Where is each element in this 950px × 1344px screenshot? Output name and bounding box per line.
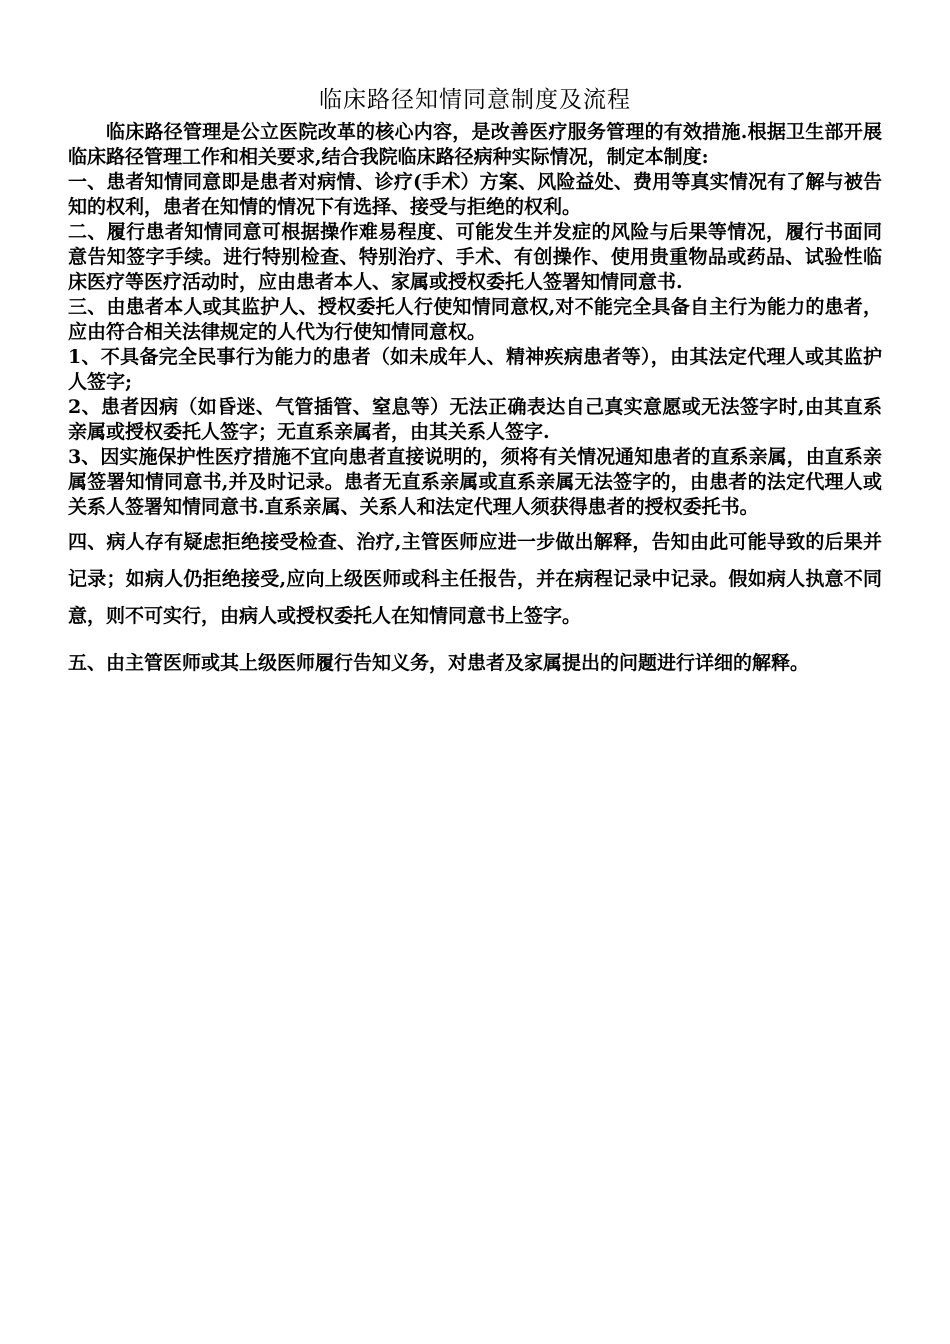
section-3-item-3: 3、因实施保护性医疗措施不宜向患者直接说明的，须将有关情况通知患者的直系亲属，由直系亲属签署知情同意书,并及时记录。患者无直系亲属或直系亲属无法签字的，由患者的法定代理人或关系人签署知情同意书.直系亲属、关系人和法定代理人须获得患者的授权委托书。 [68,446,882,518]
section-2-paragraph: 二、履行患者知情同意可根据操作难易程度、可能发生并发症的风险与后果等情况，履行书面同意告知签字手续。进行特别检查、特别治疗、手术、有创操作、使用贵重物品或药品、试验性临床医疗等医疗活动时，应由患者本人、家属或授权委托人签署知情同意书. [68,221,882,293]
section-3-item-2: 2、患者因病（如昏迷、气管插管、窒息等）无法正确表达自己真实意愿或无法签字时,由其直系亲属或授权委托人签字；无直系亲属者，由其关系人签字. [68,396,882,443]
document-title: 临床路径知情同意制度及流程 [319,87,631,113]
document-page [68,84,882,682]
section-3-paragraph: 三、由患者本人或其监护人、授权委托人行使知情同意权,对不能完全具备自主行为能力的患者，应由符合相关法律规定的人代为行使知情同意权。 [68,296,882,343]
section-4-paragraph: 四、病人存有疑虑拒绝接受检查、治疗,主管医师应进一步做出解释，告知由此可能导致的后果并记录；如病人仍拒绝接受,应向上级医师或科主任报告，并在病程记录中记录。假如病人执意不同意，则不可实行，由病人或授权委托人在知情同意书上签字。 [68,531,882,627]
section-5-paragraph: 五、由主管医师或其上级医师履行告知义务，对患者及家属提出的问题进行详细的解释。 [68,652,810,674]
section-1-paragraph: 一、患者知情同意即是患者对病情、诊疗(手术）方案、风险益处、费用等真实情况有了解与被告知的权利，患者在知情的情况下有选择、接受与拒绝的权利。 [68,171,882,218]
intro-paragraph: 临床路径管理是公立医院改革的核心内容，是改善医疗服务管理的有效措施.根据卫生部开展临床路径管理工作和相关要求,结合我院临床路径病种实际情况，制定本制度: [68,121,882,168]
section-3-item-1: 1、不具备完全民事行为能力的患者（如未成年人、精神疾病患者等），由其法定代理人或其监护人签字; [68,346,882,393]
